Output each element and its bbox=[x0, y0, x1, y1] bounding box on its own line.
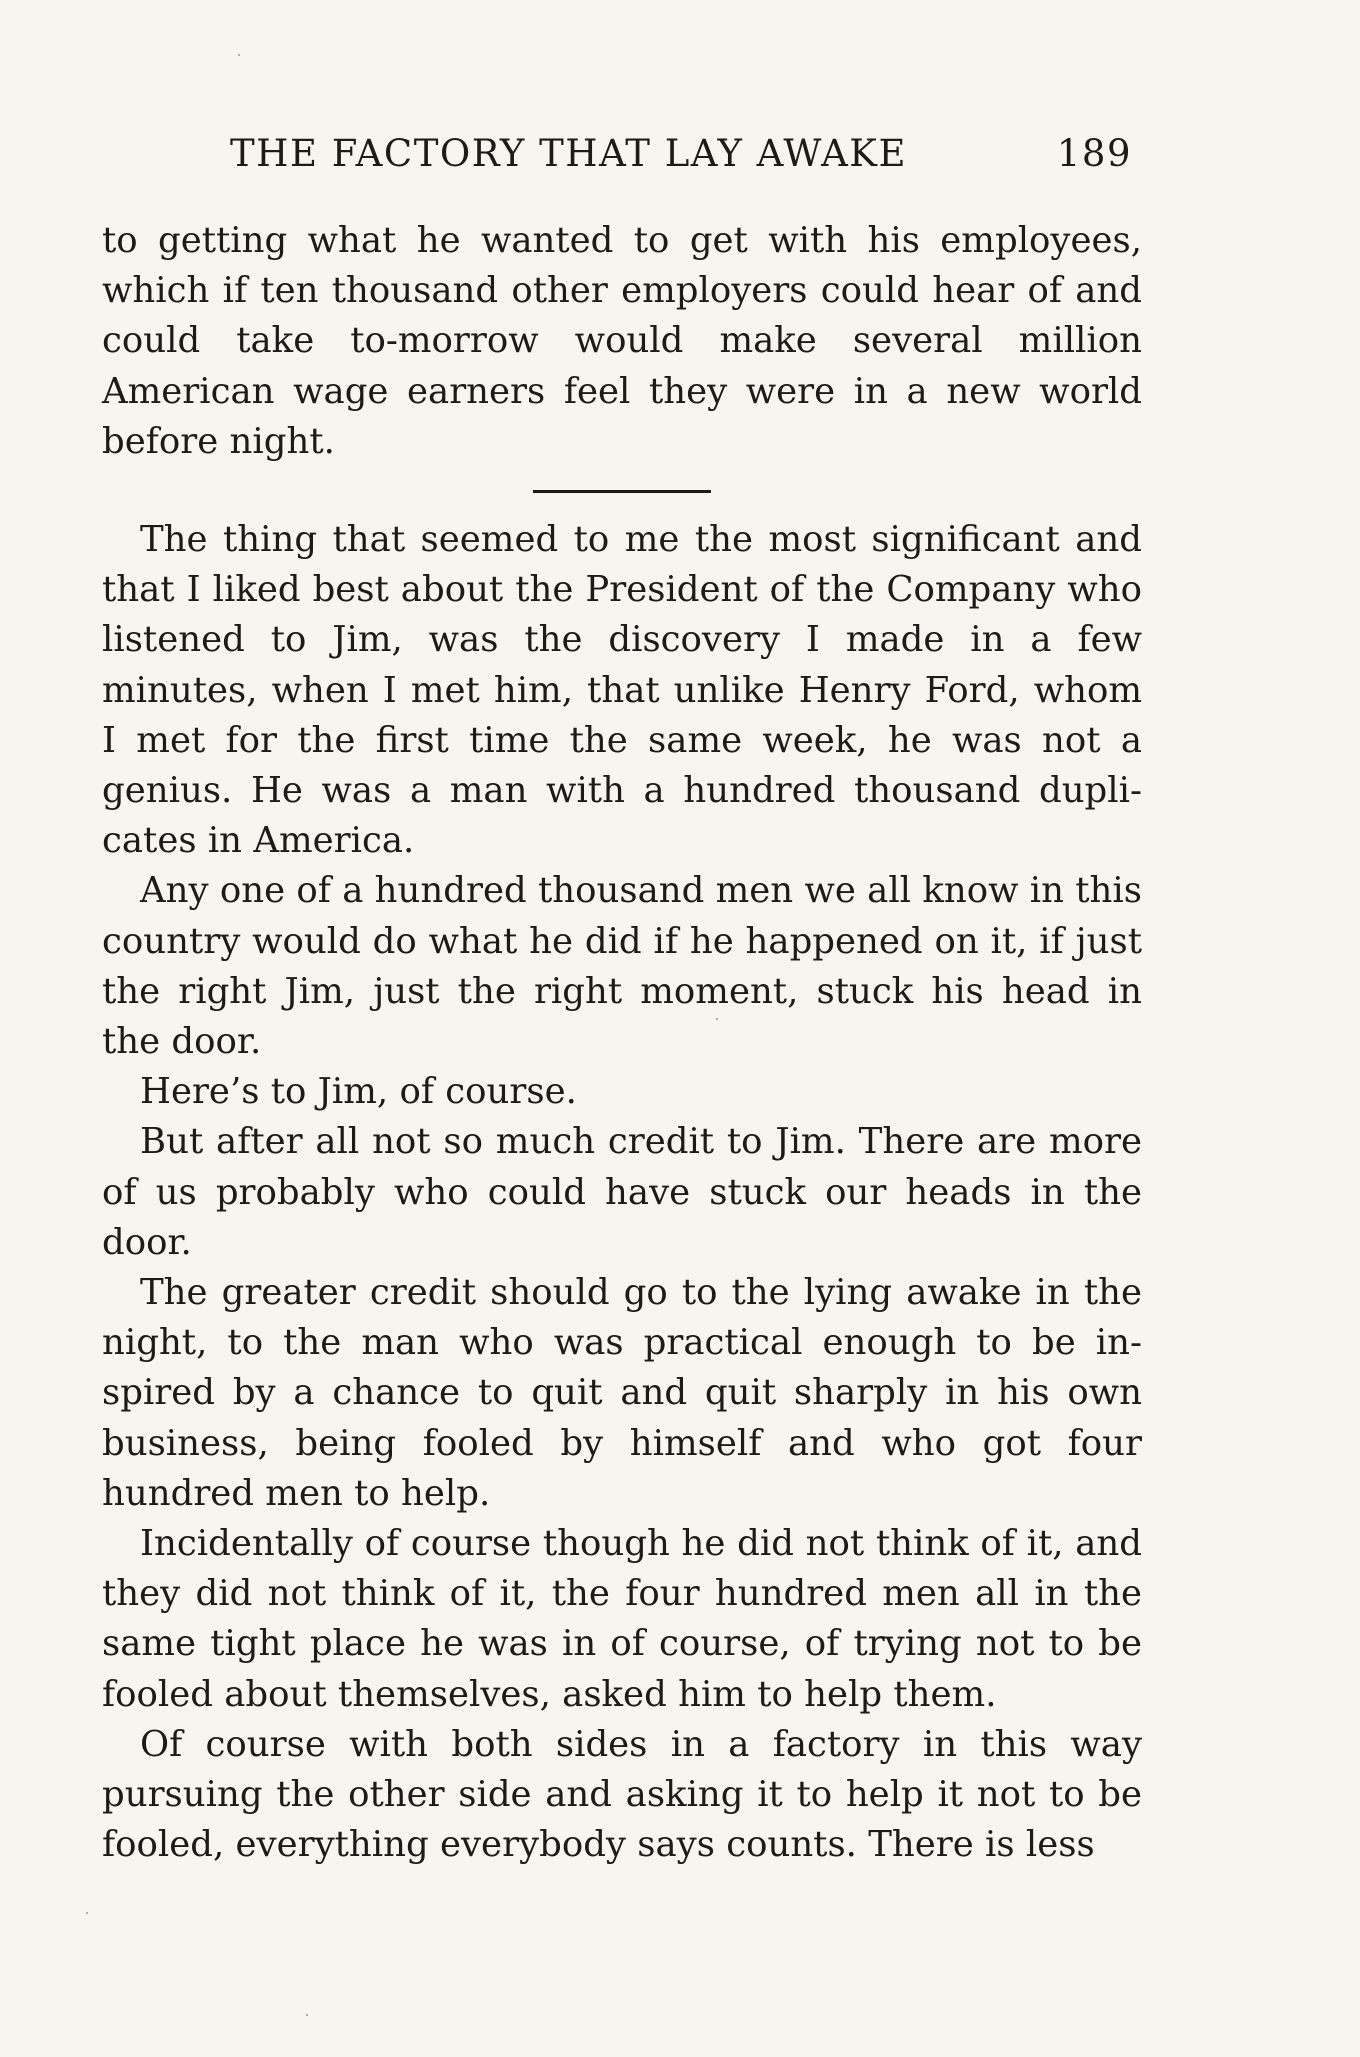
section-divider bbox=[533, 490, 711, 493]
paper-speck bbox=[238, 54, 240, 56]
paper-speck bbox=[716, 1018, 718, 1020]
running-head bbox=[230, 132, 1150, 188]
paragraph: But after all not so much credit to Jim. There are more of us probably who could have stuck our heads in the door. bbox=[102, 1121, 1142, 1263]
paragraph: Of course with both sides in a factory in this way pursuing the other side and asking it to help it not to be fooled, everything everybody says counts. There is less bbox=[102, 1723, 1142, 1866]
paragraph: Here’s to Jim, of course. bbox=[140, 1071, 577, 1113]
body-text bbox=[102, 216, 1142, 1871]
paragraph: Incidentally of course though he did not think of it, and they did not think of it, the four hundred men all in the same tight place he was in of course, of trying not to be fooled about themselves, asked him to help them. bbox=[102, 1523, 1142, 1715]
paper-speck bbox=[306, 2014, 308, 2016]
paragraph: The thing that seemed to me the most significant and that I liked best about the President of the Company who listened to Jim, was the discovery I made in a few minutes, when I met him, that unlike Henry Ford, whom I met for the first time the same week, he was not a genius. He was a man with a hundred thousand duplicates in America. bbox=[102, 519, 1142, 862]
paragraph: to getting what he wanted to get with his employees, which if ten thousand other employers could hear of and could take to-morrow would make several million American wage earners feel they were in a new world before night. bbox=[102, 220, 1142, 462]
page-number: 189 bbox=[1056, 132, 1132, 175]
paper-speck bbox=[86, 1912, 88, 1914]
paragraph: The greater credit should go to the lying awake in the night, to the man who was practical enough to be inspired by a chance to quit and quit sharply in his own business, being fooled by himself and who got four hundred men to help. bbox=[102, 1272, 1142, 1514]
running-title: THE FACTORY THAT LAY AWAKE bbox=[230, 132, 907, 175]
paragraph: Any one of a hundred thousand men we all know in this country would do what he did if he happened on it, if just the right Jim, just the right moment, stuck his head in the door. bbox=[102, 870, 1142, 1063]
